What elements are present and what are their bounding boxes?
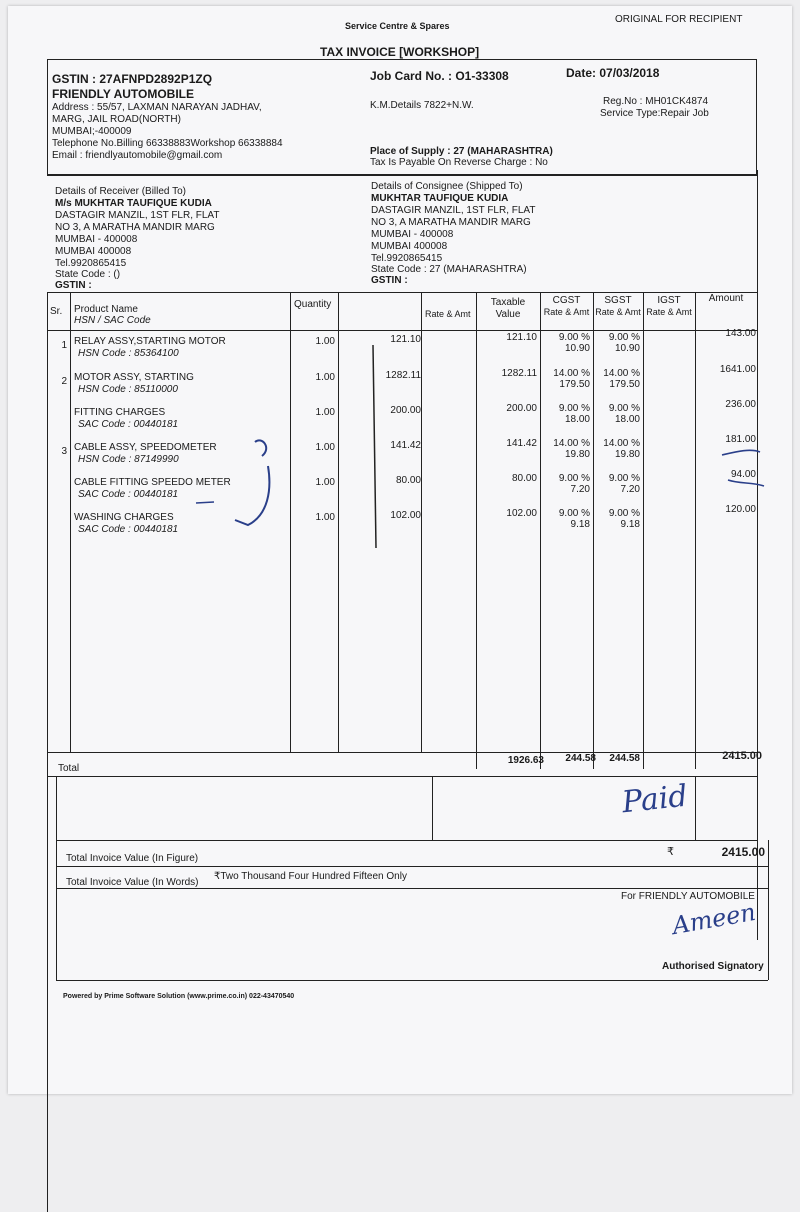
total-figure-label: Total Invoice Value (In Figure) [66, 853, 199, 864]
item-sr: 3 [61, 446, 67, 457]
item-amount: 94.00 [730, 469, 756, 480]
item-sgst-rate: 14.00 % [603, 438, 640, 449]
item-amount: 1641.00 [719, 364, 756, 375]
total-amount: 2415.00 [722, 750, 762, 762]
item-sgst-amt: 19.80 [614, 449, 640, 460]
job-card-number: Job Card No. : O1-33308 [370, 69, 509, 83]
seller-address-1: Address : 55/57, LAXMAN NARAYAN JADHAV, [52, 102, 262, 113]
item-cgst-rate: 9.00 % [558, 332, 590, 343]
receiver-line-6: State Code : () [55, 269, 121, 280]
receiver-line-3: MUMBAI - 400008 [55, 234, 138, 245]
consignee-line-2: NO 3, A MARATHA MANDIR MARG [371, 217, 531, 228]
receiver-line-5: Tel.9920865415 [55, 258, 127, 269]
total-taxable: 1926.63 [507, 755, 544, 766]
item-code: SAC Code : 00440181 [78, 489, 179, 500]
seller-name: FRIENDLY AUTOMOBILE [52, 87, 195, 101]
item-cgst-amt: 7.20 [570, 484, 590, 495]
item-rate: 200.00 [390, 405, 421, 416]
total-words-label: Total Invoice Value (In Words) [66, 877, 199, 888]
item-rate: 121.10 [390, 334, 421, 345]
item-sgst-amt: 18.00 [614, 414, 640, 425]
item-amount: 143.00 [725, 328, 756, 339]
col-taxable: Taxable [490, 297, 526, 308]
item-taxable: 200.00 [506, 403, 537, 414]
col-sgst-rate: Rate & Amt [595, 307, 641, 317]
item-qty: 1.00 [315, 372, 335, 383]
item-name: CABLE ASSY, SPEEDOMETER [74, 442, 217, 453]
pen-mark [196, 502, 214, 503]
item-amount: 236.00 [725, 399, 756, 410]
total-words-value: ₹Two Thousand Four Hundred Fifteen Only [214, 871, 407, 882]
item-code: HSN Code : 85110000 [78, 384, 178, 395]
pen-mark [255, 440, 266, 456]
item-cgst-rate: 14.00 % [553, 368, 590, 379]
item-name: CABLE FITTING SPEEDO METER [74, 477, 231, 488]
consignee-line-5: Tel.9920865415 [371, 253, 443, 264]
col-product: Product Name [74, 304, 138, 315]
item-cgst-amt: 9.18 [570, 519, 590, 530]
receiver-name: M/s MUKHTAR TAUFIQUE KUDIA [55, 198, 212, 209]
item-rate: 1282.11 [385, 370, 421, 381]
item-taxable: 1282.11 [501, 368, 537, 379]
item-name: RELAY ASSY,STARTING MOTOR [74, 336, 226, 347]
item-amount: 181.00 [725, 434, 756, 445]
invoice-title: TAX INVOICE [WORKSHOP] [320, 45, 480, 59]
item-amount: 120.00 [725, 504, 756, 515]
invoice-date: Date: 07/03/2018 [566, 66, 660, 80]
receiver-gstin: GSTIN : [55, 280, 92, 291]
item-sgst-rate: 9.00 % [608, 403, 640, 414]
item-code: SAC Code : 00440181 [78, 419, 179, 430]
item-name: MOTOR ASSY, STARTING [74, 372, 194, 383]
paid-handwritten-note: Paid [620, 778, 690, 821]
item-name: WASHING CHARGES [74, 512, 174, 523]
col-sr: Sr. [50, 306, 63, 317]
consignee-gstin: GSTIN : [371, 275, 408, 286]
item-rate: 80.00 [395, 475, 421, 486]
item-qty: 1.00 [315, 442, 335, 453]
col-igst: IGST [657, 295, 681, 306]
total-label: Total [58, 763, 80, 774]
item-sr: 1 [61, 340, 67, 351]
item-rate: 141.42 [390, 440, 421, 451]
original-recipient-label: ORIGINAL FOR RECIPIENT [615, 14, 743, 25]
item-name: FITTING CHARGES [74, 407, 166, 418]
col-amount: Amount [708, 293, 744, 304]
item-taxable: 121.10 [506, 332, 537, 343]
pen-line [373, 345, 376, 548]
receiver-heading: Details of Receiver (Billed To) [55, 186, 186, 197]
item-taxable: 102.00 [506, 508, 537, 519]
item-qty: 1.00 [315, 336, 335, 347]
item-cgst-amt: 10.90 [564, 343, 590, 354]
col-cgst-rate: Rate & Amt [543, 307, 590, 317]
consignee-line-4: MUMBAI 400008 [371, 241, 448, 252]
item-sgst-rate: 14.00 % [603, 368, 640, 379]
item-cgst-rate: 14.00 % [553, 438, 590, 449]
item-sgst-amt: 7.20 [620, 484, 640, 495]
item-cgst-amt: 18.00 [564, 414, 590, 425]
rupee-symbol: ₹ [667, 846, 674, 858]
reg-number: Reg.No : MH01CK4874 [603, 96, 709, 107]
item-rate: 102.00 [390, 510, 421, 521]
consignee-name: MUKHTAR TAUFIQUE KUDIA [371, 193, 509, 204]
item-cgst-amt: 179.50 [559, 379, 590, 390]
pen-mark [722, 450, 760, 455]
seller-email: Email : friendlyautomobile@gmail.com [52, 150, 223, 161]
item-qty: 1.00 [315, 477, 335, 488]
item-sgst-amt: 9.18 [620, 519, 640, 530]
item-taxable: 80.00 [511, 473, 537, 484]
km-details: K.M.Details 7822+N.W. [370, 100, 474, 111]
col-hsn: HSN / SAC Code [74, 315, 151, 326]
consignee-line-1: DASTAGIR MANZIL, 1ST FLR, FLAT [371, 205, 536, 216]
total-figure-value: 2415.00 [721, 845, 765, 859]
pen-mark [728, 480, 764, 486]
consignee-line-3: MUMBAI - 400008 [371, 229, 454, 240]
signature: Ameen [670, 897, 758, 941]
powered-by: Powered by Prime Software Solution (www.prime.co.in) 022-43470540 [63, 993, 295, 1000]
receiver-line-2: NO 3, A MARATHA MANDIR MARG [55, 222, 215, 233]
seller-address-2: MARG, JAIL ROAD(NORTH) [52, 114, 181, 125]
item-qty: 1.00 [315, 407, 335, 418]
reverse-charge: Tax Is Payable On Reverse Charge : No [370, 157, 548, 168]
seller-address-3: MUMBAI;-400009 [52, 126, 132, 137]
place-of-supply: Place of Supply : 27 (MAHARASHTRA) [370, 146, 553, 157]
col-cgst: CGST [552, 295, 581, 306]
item-sgst-amt: 10.90 [614, 343, 640, 354]
receiver-line-4: MUMBAI 400008 [55, 246, 132, 257]
col-quantity: Quantity [294, 299, 332, 310]
receiver-line-1: DASTAGIR MANZIL, 1ST FLR, FLAT [55, 210, 220, 221]
pen-mark [235, 466, 269, 525]
item-sgst-rate: 9.00 % [608, 332, 640, 343]
col-value: Value [495, 309, 521, 320]
total-sgst: 244.58 [609, 753, 640, 764]
item-sgst-amt: 179.50 [609, 379, 640, 390]
item-code: SAC Code : 00440181 [78, 524, 179, 535]
seller-gstin: GSTIN : 27AFNPD2892P1ZQ [52, 72, 213, 86]
item-cgst-rate: 9.00 % [558, 508, 590, 519]
authorised-signatory: Authorised Signatory [662, 961, 764, 972]
item-sr: 2 [61, 376, 67, 387]
total-cgst: 244.58 [565, 753, 596, 764]
item-code: HSN Code : 85364100 [78, 348, 179, 359]
consignee-line-6: State Code : 27 (MAHARASHTRA) [371, 264, 527, 275]
item-sgst-rate: 9.00 % [608, 508, 640, 519]
item-cgst-rate: 9.00 % [558, 403, 590, 414]
item-code: HSN Code : 87149990 [78, 454, 179, 465]
consignee-heading: Details of Consignee (Shipped To) [371, 181, 523, 192]
col-igst-rate: Rate & Amt [646, 307, 692, 317]
col-rate-amt: Rate & Amt [425, 309, 471, 319]
item-cgst-rate: 9.00 % [558, 473, 590, 484]
seller-phone: Telephone No.Billing 66338883Workshop 66338884 [52, 138, 283, 149]
service-centre-label: Service Centre & Spares [345, 21, 450, 31]
item-taxable: 141.42 [506, 438, 537, 449]
item-cgst-amt: 19.80 [564, 449, 590, 460]
item-qty: 1.00 [315, 512, 335, 523]
col-sgst: SGST [604, 295, 632, 306]
item-sgst-rate: 9.00 % [608, 473, 640, 484]
service-type: Service Type:Repair Job [600, 108, 709, 119]
for-company: For FRIENDLY AUTOMOBILE [621, 891, 755, 902]
